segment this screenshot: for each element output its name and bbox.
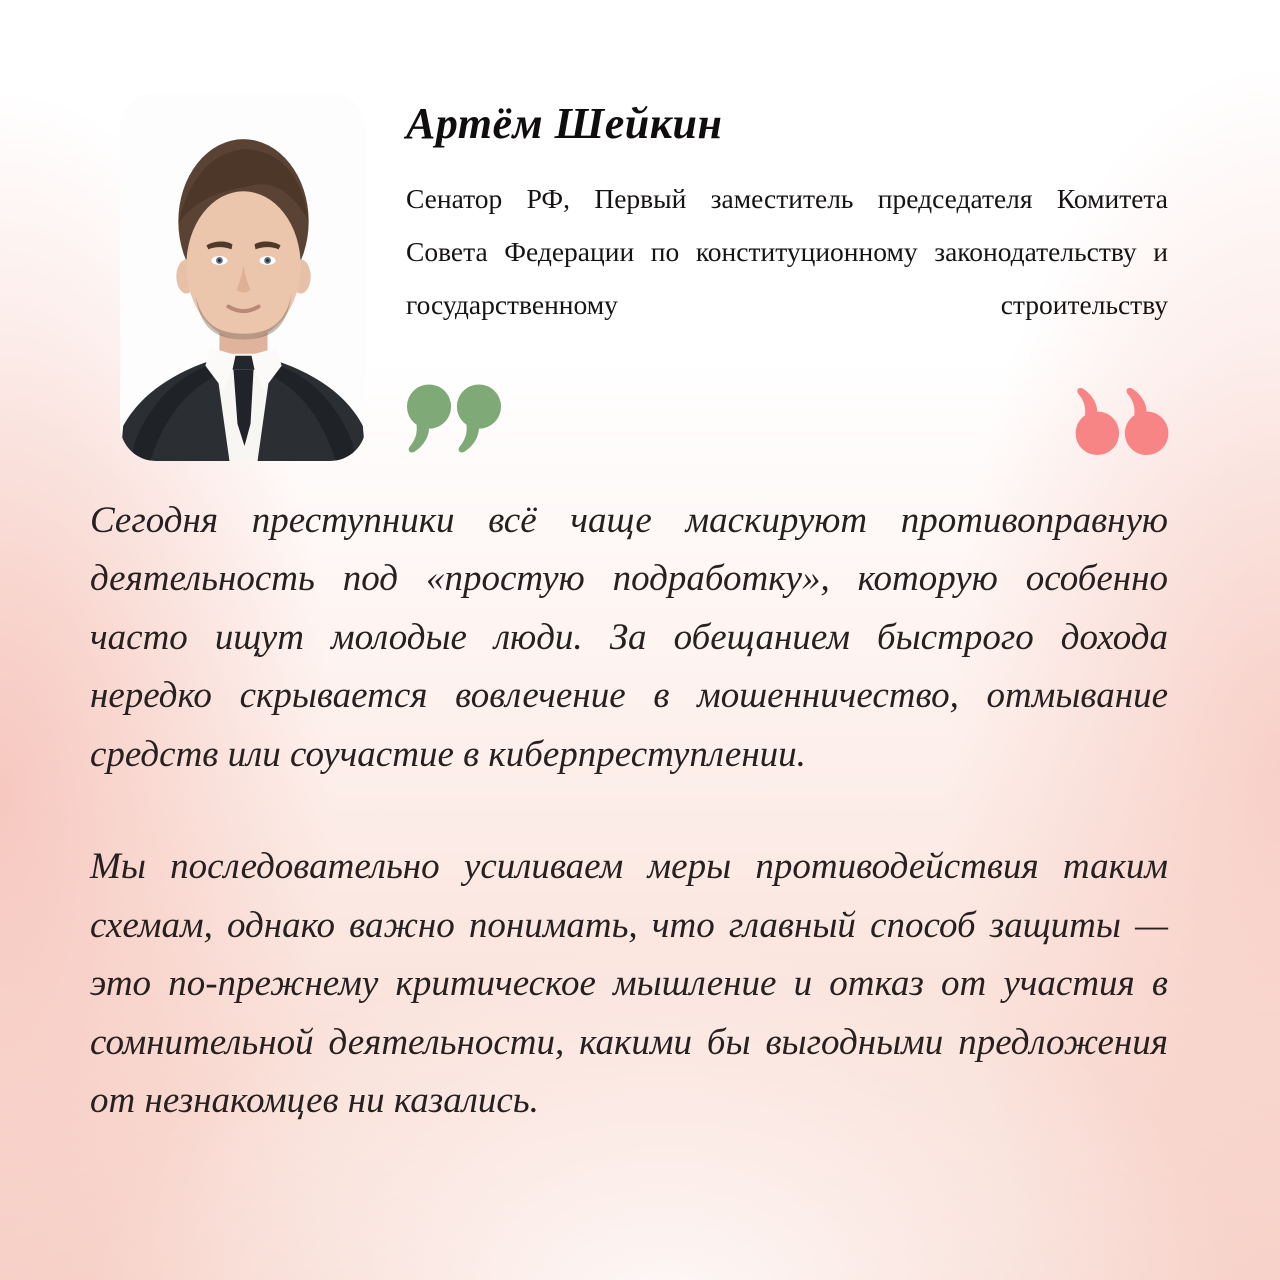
quote-close-icon [1072,384,1172,456]
quote-paragraph-1: Сегодня преступники всё чаще маскируют противоправную деятельность под «простую подработку», которую особенно часто ищут молодые люди. За обещанием быстрого дохода нередко скрывается вовлечение в мошенничество, отмывание средств или соучастие в киберпреступлении. [90,500,1168,775]
person-title: Сенатор РФ, Первый заместитель председателя Комитета Совета Федерации по конституционному законодательству и государственному строительству [406,183,1168,321]
person-portrait-illustration [120,93,366,461]
quote-open-icon [406,382,502,458]
profile-photo [120,93,366,461]
person-name: Артём Шейкин [406,99,723,148]
quote-paragraph-2: Мы последовательно усиливаем меры противодействия таким схемам, однако важно понимать, что главный способ защиты — это по-прежнему критическое мышление и отказ от участия в сомнительной деятельности, какими бы выгодными предложения от незнакомцев ни казались. [90,846,1168,1122]
quote-text [90,492,1168,1131]
